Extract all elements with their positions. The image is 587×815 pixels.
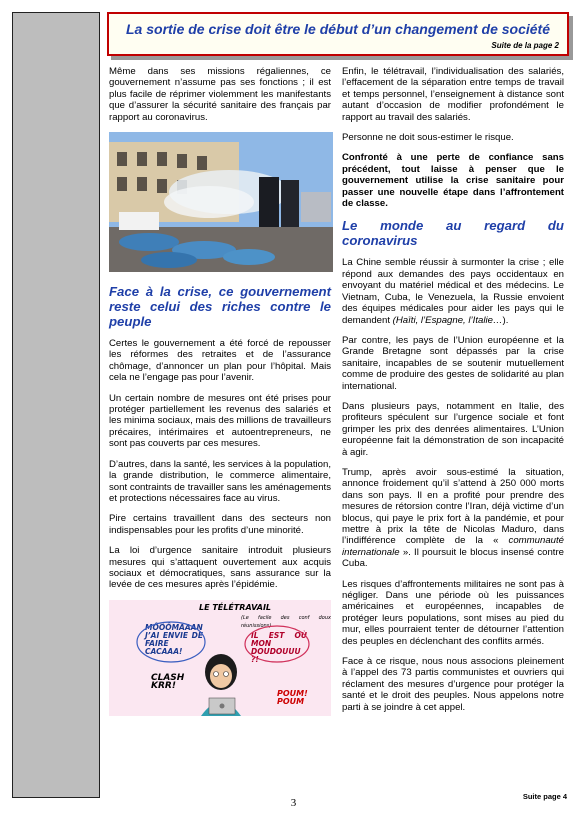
paragraph-text: ». Il poursuit le blocus insensé contre Cuba. <box>342 546 564 570</box>
paragraph: Par contre, les pays de l’Union européenne et la Grande Bretagne sont dépassés par la crise sanitaire, incapables de se soutenir mutuellement comme de produire des gestes de solidarité au plan international. <box>342 334 564 392</box>
right-column <box>342 66 564 722</box>
paragraph: Face à ce risque, nous nous associons pleinement à l’appel des 73 partis communistes et ouvriers qui réclament des mesures d’urgence pour protéger la santé et le droit des peuples. Nous appelons notre parti à se joindre à cet appel. <box>342 656 564 713</box>
paragraph: Dans plusieurs pays, notamment en Italie, des profiteurs spéculent sur l’urgence sociale et font grimper les prix des denrées alimentaires. L’Union européenne fait la démonstration de son incapacité à agir. <box>342 400 564 458</box>
teletravail-cartoon <box>109 600 331 716</box>
paragraph-text: Trump, après avoir sous-estimé la situation, annonce froidement qu’il s’attend à 250 000 morts dans son pays. Il en a profité pour prendre des mesures de rétorsion contre l’Iran, déjà victime d’un blocus, qui paye le prix fort à la pandémie, et pour mettre à prix la tête de Nicolas Maduro, dans l’indifférence complète de la « <box>342 466 564 547</box>
paragraph-trump <box>342 467 564 570</box>
section-heading-crisis: Face à la crise, ce gouvernement reste celui des riches contre le peuple <box>109 284 331 330</box>
article-header <box>107 12 569 56</box>
paragraph: Pire certains travaillent dans des secteurs non indispensables pour les profits d’une minorité. <box>109 513 331 536</box>
cartoon-caption: (Le facile des conf doux réunissions) <box>241 614 331 629</box>
paragraph: Enfin, le télétravail, l’individualisation des salariés, l’effacement de la séparation entre temps de travail et temps personnel, l’enseignement à distance sont autant d’occasion de modifier profondément le rapport au travail des salariés. <box>342 66 564 123</box>
paragraph: D’autres, dans la santé, les services à la population, la grande distribution, le commerce alimentaire, sont contraints de travailler sans les aménagements et protections nécessaires face au virus. <box>109 458 331 504</box>
continued-on-label: Suite page 4 <box>522 792 567 801</box>
paragraph: Les risques d’affrontements militaires ne sont pas à négliger. Dans une période où les puissances américaines et européennes, incapables de protéger leurs populations, sont mises au pied du mur, elles pourraient tenter de détourner l’attention des peuples en déclenchant des conflits armés. <box>342 578 564 647</box>
cartoon-clash-text: CLASH KRR! <box>151 672 185 691</box>
paragraph-text: ). <box>502 314 509 326</box>
article-title: La sortie de crise doit être le début d’un changement de société <box>126 21 550 37</box>
intro-paragraph: Même dans ses missions régaliennes, ce gouvernement n’assume pas ses fonctions ; il est plus facile de réprimer violemment les manifestants que d’assurer la sécurité sanitaire des français par rapport au coronavirus. <box>109 66 331 123</box>
cartoon-poum-text: POUM! POUM <box>277 688 308 706</box>
cartoon-bubble-left: MÔÔÔMAAAN J’AI ENVIE DE FAIRE CACAAA! <box>145 622 203 656</box>
cartoon-drawing <box>109 600 331 716</box>
grey-sidebar <box>12 12 100 798</box>
left-column <box>109 66 331 716</box>
paragraph: La loi d’urgence sanitaire introduit plusieurs mesures qui s’attaquent ouvertement aux acquis sociaux et démocratiques, sans assurance sur la levée de ces mesures après l’épidémie. <box>109 545 331 591</box>
cartoon-title: LE TÉLÉTRAVAIL <box>199 602 272 612</box>
protest-photo <box>109 132 333 272</box>
paragraph-china <box>342 257 564 325</box>
page-number: 3 <box>290 797 297 809</box>
cartoon-bubble-right: IL EST OÙ MON DOUDOUUU ?! <box>251 630 307 664</box>
paragraph-italic: (Haïti, l’Espagne, l’Italie… <box>392 314 503 326</box>
paragraph-italic: communauté internationale <box>342 535 564 558</box>
bold-paragraph: Confronté à une perte de confiance sans précédent, tout laisse à penser que le gouvernement utilise la crise sanitaire pour passer une nouvelle étape dans l’affrontement de classe. <box>342 152 564 210</box>
paragraph: Certes le gouvernement a été forcé de repousser les réformes des retraites et de l’assurance chômage, d’annoncer un plan pour l’hôpital. Mais cela ne l’engage pas pour l’avenir. <box>109 338 331 384</box>
paragraph: Personne ne doit sous-estimer le risque. <box>342 132 514 144</box>
paragraph-text: La Chine semble réussir à surmonter la crise ; elle répond aux demandes des pays occidentaux en envoyant du matériel médical et des médecins. Le Vietnam, Cuba, le Venezuela, la Russie envoient des équipes médicales pour aider les pays qui le demandent <box>342 257 564 326</box>
paragraph: Un certain nombre de mesures ont été prises pour protéger partiellement les revenus des salariés et les minima sociaux, mais des millions de travailleurs précaires, intérimaires et autoentrepreneurs, ne sont pas couverts par ces mesures. <box>109 392 331 450</box>
protest-photo-illustration <box>109 132 333 272</box>
continued-from-label: Suite de la page 2 <box>491 41 559 50</box>
section-heading-world: Le monde au regard du coronavirus <box>342 218 564 249</box>
